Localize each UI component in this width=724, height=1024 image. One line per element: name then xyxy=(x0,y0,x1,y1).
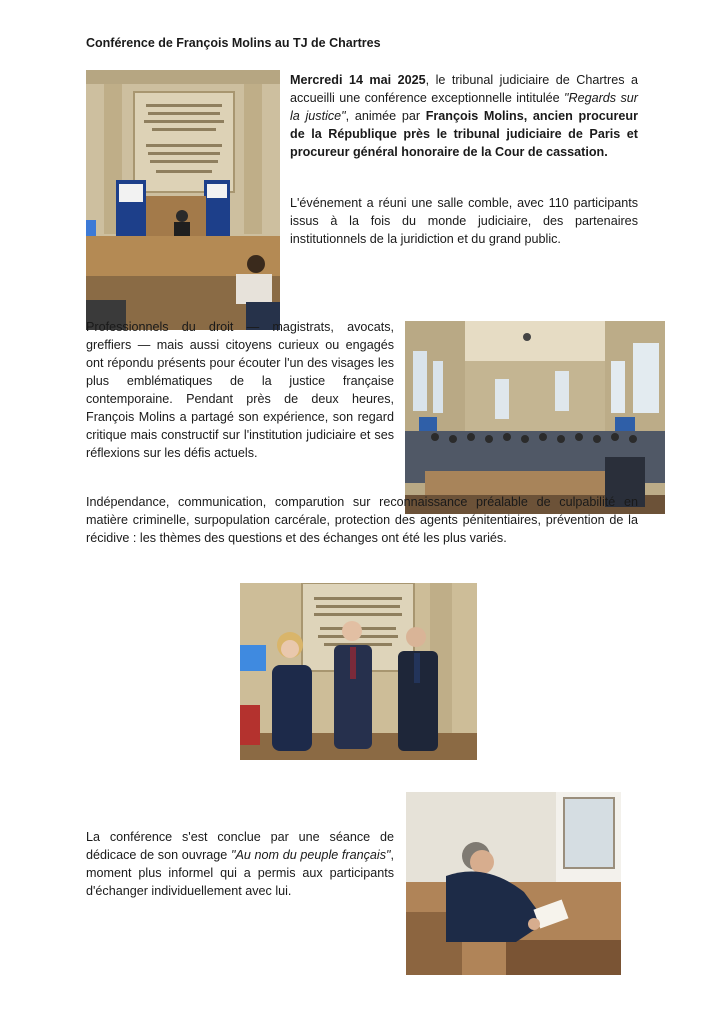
page-title: Conférence de François Molins au TJ de Chartres xyxy=(86,36,381,50)
paragraph-audience: Professionnels du droit — magistrats, avocats, greffiers — mais aussi citoyens curieux ou engagés ont répondu présents pour écouter l'un des visages les plus emblématiques de la justice française contemporaine. Pendant près de deux heures, François Molins a partagé son expérience, son regard critique mais constructif sur l'institution judiciaire et ses réflexions sur les défis actuels. xyxy=(86,320,394,460)
paragraph-intro: Mercredi 14 mai 2025, le tribunal judiciaire de Chartres a accueilli une conférence exceptionnelle intitulée "Regards sur la justice", animée par François Molins, ancien procureur de la République près le tribunal judiciaire de Paris et procureur général honoraire de la Cour de cassation. xyxy=(290,73,638,159)
paragraph-attendance: L'événement a réuni une salle comble, avec 110 participants issus à la fois du monde judiciaire, des partenaires institutionnels de la juridiction et du grand public. xyxy=(290,196,638,246)
photo-conference-room xyxy=(405,321,665,514)
photo-book-signing xyxy=(406,792,621,975)
book-title: "Au nom du peuple français" xyxy=(230,848,391,862)
paragraph-themes: Indépendance, communication, comparution sur reconnaissance préalable de culpabilité en matière criminelle, surpopulation carcérale, protection des agents pénitentiaires, prévention de la récidive : les thèmes des questions et des échanges ont été les plus variés. xyxy=(86,495,638,545)
paragraph-book-signing: La conférence s'est conclue par une séance de dédicace de son ouvrage "Au nom du peuple français", moment plus informel qui a permis aux participants d'échanger individuellement avec lui. xyxy=(86,830,394,898)
event-date: Mercredi 14 mai 2025 xyxy=(290,73,426,87)
photo-group-portrait xyxy=(240,583,477,760)
photo-conference-stage xyxy=(86,70,280,330)
conference-title: "Regards sur la justice" xyxy=(290,91,638,123)
speaker-name: François Molins, ancien procureur de la République près le tribunal judiciaire de Paris et procureur général honoraire de la Cour de cassation. xyxy=(290,109,638,159)
